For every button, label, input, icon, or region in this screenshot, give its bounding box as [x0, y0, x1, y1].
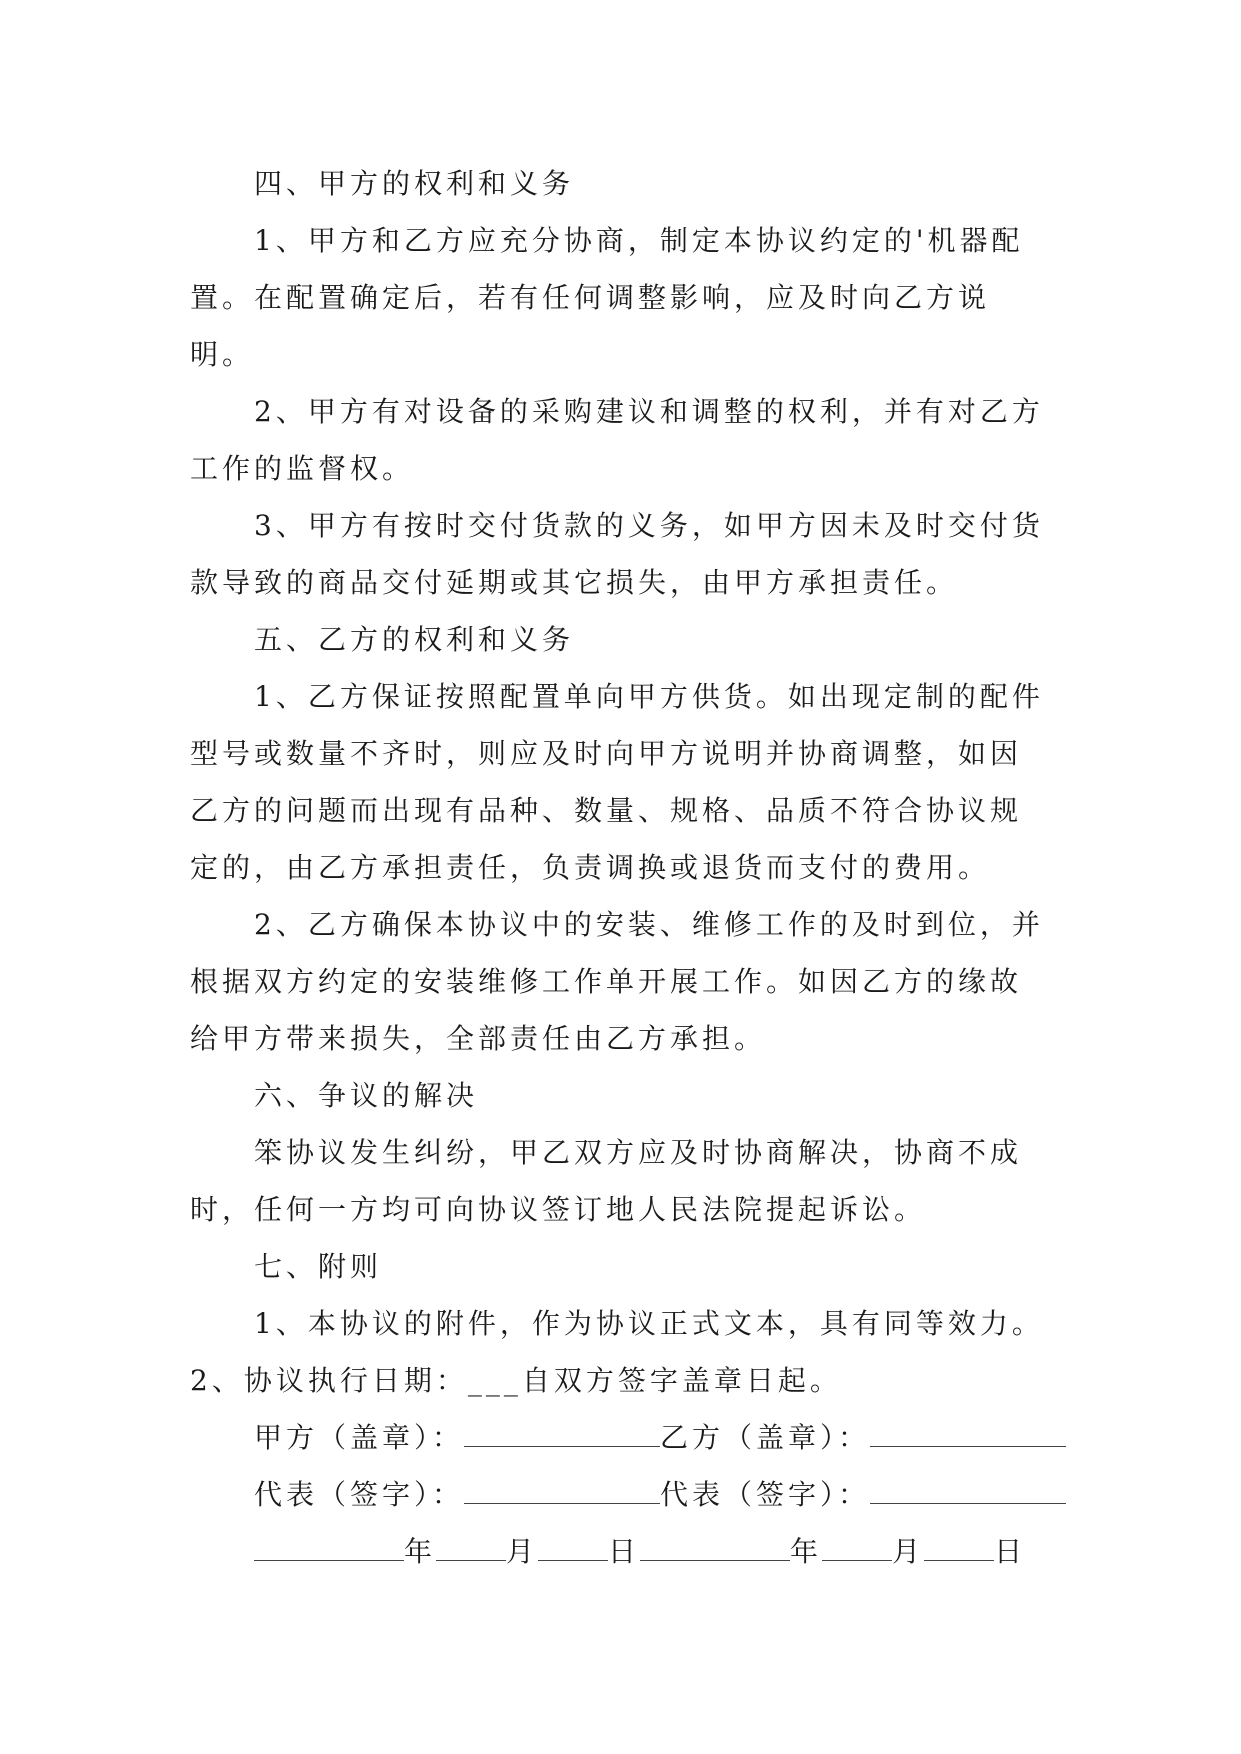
- date-b-year-label: 年: [790, 1535, 823, 1568]
- party-a-seal-blank: [464, 1422, 660, 1447]
- clause-4-1: 1、甲方和乙方应充分协商，制定本协议约定的'机器配置。在配置确定后，若有任何调整影响，应及时向乙方说明。: [190, 224, 1024, 371]
- signature-seal-row: [190, 1409, 1050, 1466]
- clause-4-2: 2、甲方有对设备的采购建议和调整的权利，并有对乙方工作的监督权。: [190, 395, 1044, 485]
- date-a-day-label: 日: [608, 1535, 641, 1568]
- section-heading-7: 七、附则: [254, 1250, 383, 1283]
- document-body: [190, 155, 1050, 1580]
- rep-a-sign-label: 代表（签字）：: [254, 1478, 465, 1511]
- party-a-seal-label: 甲方（盖章）：: [254, 1421, 465, 1454]
- clause-5-2: 2、乙方确保本协议中的安装、维修工作的及时到位，并根据双方约定的安装维修工作单开展工作。如因乙方的缘故给甲方带来损失，全部责任由乙方承担。: [190, 908, 1044, 1055]
- section-heading-4: 四、甲方的权利和义务: [254, 167, 575, 200]
- clause-5-1: 1、乙方保证按照配置单向甲方供货。如出现定制的配件型号或数量不齐时，则应及时向甲方说明并协商调整，如因乙方的问题而出现有品种、数量、规格、品质不符合协议规定的，由乙方承担责任，负责调换或退货而支付的费用。: [190, 680, 1044, 884]
- section-heading-5: 五、乙方的权利和义务: [254, 623, 575, 656]
- signature-date-row: [190, 1523, 1050, 1580]
- date-a-month-label: 月: [506, 1535, 539, 1568]
- date-a-month-blank: [436, 1536, 506, 1561]
- date-b-month-label: 月: [892, 1535, 925, 1568]
- clause-7: 1、本协议的附件，作为协议正式文本，具有同等效力。2、协议执行日期：___自双方签字盖章日起。: [190, 1307, 1044, 1397]
- rep-b-sign-label: 代表（签字）：: [660, 1478, 871, 1511]
- date-a-day-blank: [538, 1536, 608, 1561]
- clause-4-3: 3、甲方有按时交付货款的义务，如甲方因未及时交付货款导致的商品交付延期或其它损失，由甲方承担责任。: [190, 509, 1044, 599]
- party-b-seal-label: 乙方（盖章）：: [660, 1421, 871, 1454]
- date-b-day-blank: [924, 1536, 994, 1561]
- date-a-year-blank: [254, 1536, 404, 1561]
- date-b-month-blank: [822, 1536, 892, 1561]
- date-a-year-label: 年: [404, 1535, 437, 1568]
- rep-b-sign-blank: [870, 1479, 1066, 1504]
- rep-a-sign-blank: [464, 1479, 660, 1504]
- date-b-year-blank: [640, 1536, 790, 1561]
- date-b-day-label: 日: [994, 1535, 1027, 1568]
- signature-rep-row: [190, 1466, 1050, 1523]
- clause-6: 笨协议发生纠纷，甲乙双方应及时协商解决，协商不成时，任何一方均可向协议签订地人民法院提起诉讼。: [190, 1136, 1023, 1226]
- party-b-seal-blank: [870, 1422, 1066, 1447]
- section-heading-6: 六、争议的解决: [254, 1079, 479, 1112]
